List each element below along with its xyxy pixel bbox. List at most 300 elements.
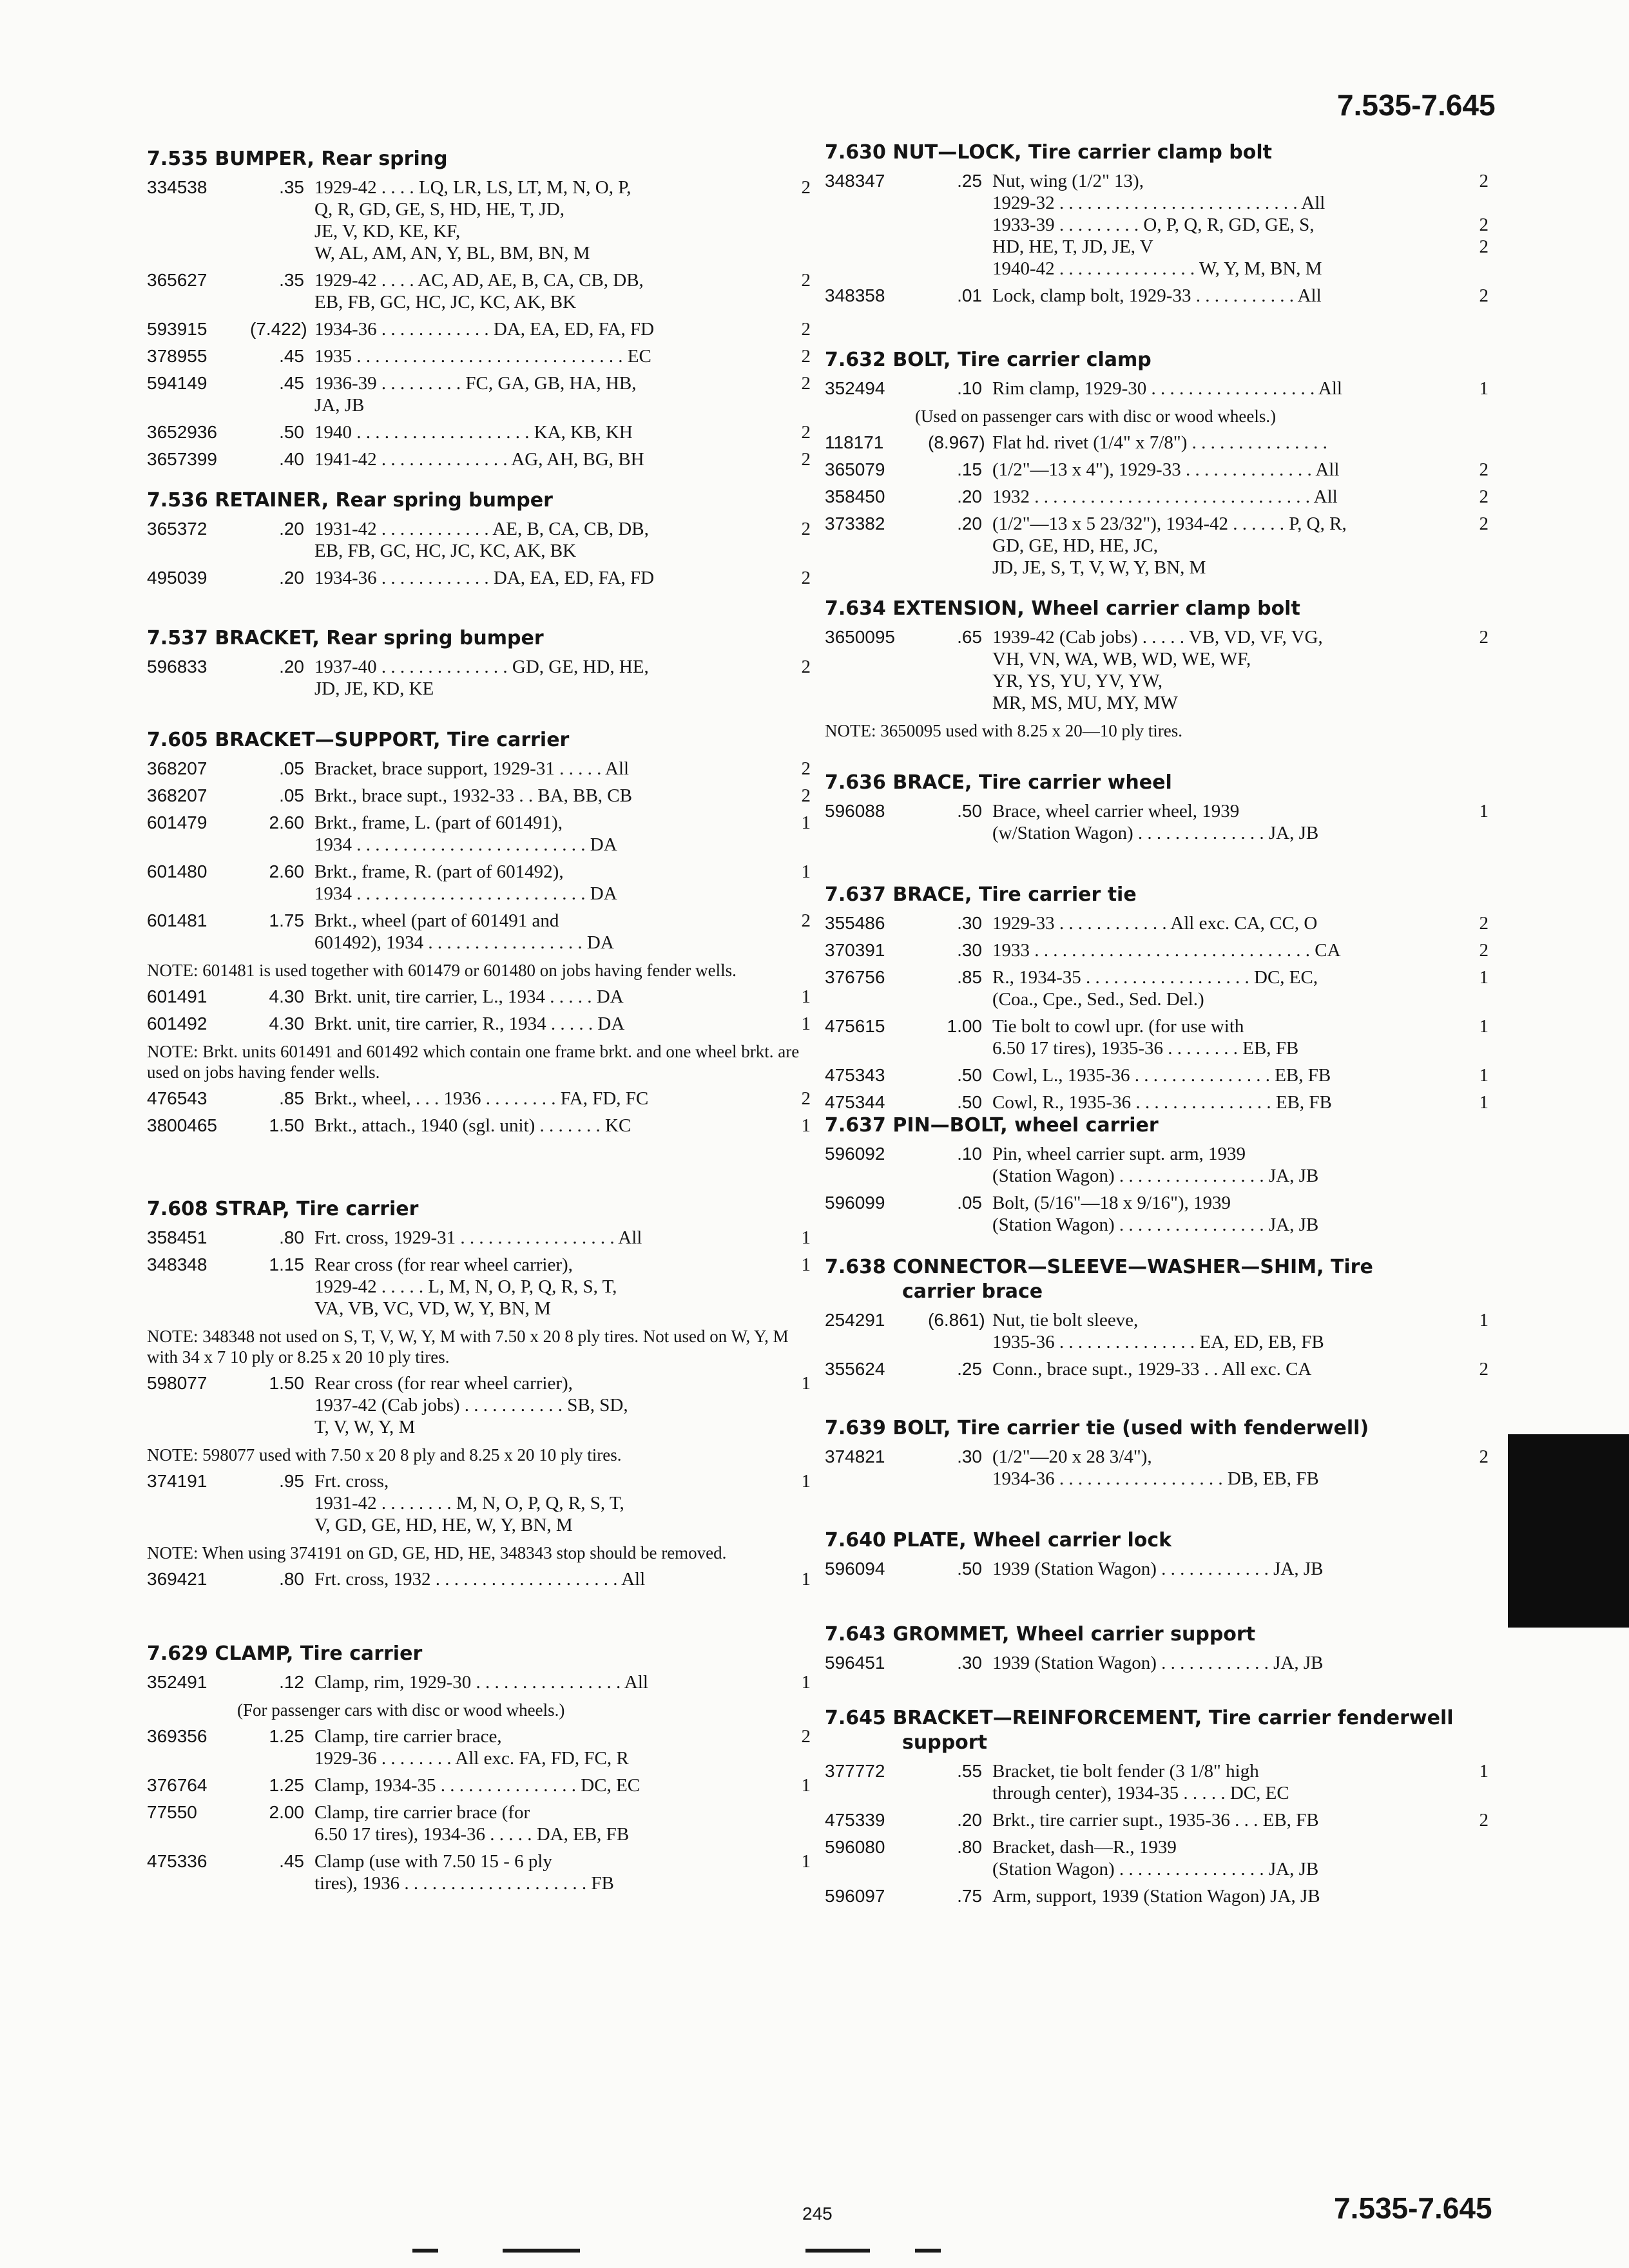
part-row bbox=[147, 861, 811, 905]
part-row bbox=[825, 1652, 1489, 1674]
part-row bbox=[147, 910, 811, 954]
part-number: 352491 bbox=[147, 1672, 207, 1692]
part-number: 596080 bbox=[825, 1837, 885, 1857]
part-number: 377772 bbox=[825, 1761, 885, 1781]
part-price: .01 bbox=[957, 285, 982, 305]
part-row bbox=[147, 1013, 811, 1035]
part-price: .30 bbox=[957, 1653, 982, 1673]
catalog-section bbox=[825, 883, 1489, 1113]
part-description: Clamp, tire carrier brace, 1929-36 . . . . . . . . All exc. FA, FD, FC, R bbox=[314, 1726, 629, 1769]
part-price: .35 bbox=[279, 177, 304, 197]
part-price: .55 bbox=[957, 1761, 982, 1781]
section-title: 7.634 EXTENSION, Wheel carrier clamp bolt bbox=[825, 597, 1300, 620]
part-row bbox=[825, 626, 1489, 714]
part-price: .50 bbox=[279, 422, 304, 442]
part-row bbox=[825, 1143, 1489, 1187]
part-row bbox=[825, 1192, 1489, 1236]
part-number: 352494 bbox=[825, 378, 885, 398]
part-row bbox=[825, 1091, 1489, 1113]
part-description: 1937-40 . . . . . . . . . . . . . . GD, GE, HD, HE, JD, JE, KD, KE bbox=[314, 657, 649, 699]
part-description: Lock, clamp bolt, 1929-33 . . . . . . . . . . . All bbox=[992, 285, 1322, 306]
part-quantity: 2 bbox=[1479, 459, 1489, 480]
part-quantity: 1 bbox=[801, 1227, 811, 1248]
part-row bbox=[147, 1774, 811, 1796]
part-quantity bbox=[1443, 1143, 1489, 1187]
part-price: (6.861) bbox=[928, 1310, 985, 1330]
part-number: 374191 bbox=[147, 1471, 207, 1491]
section-title: 7.608 STRAP, Tire carrier bbox=[147, 1198, 419, 1220]
part-price: .20 bbox=[957, 514, 982, 533]
part-row bbox=[825, 1885, 1489, 1907]
part-number: 475615 bbox=[825, 1016, 885, 1036]
part-price: .25 bbox=[957, 1359, 982, 1379]
page-number: 245 bbox=[802, 2204, 833, 2224]
part-row bbox=[147, 785, 811, 807]
part-quantity: 1 bbox=[1479, 967, 1489, 988]
catalog-section bbox=[147, 1197, 811, 1590]
part-row bbox=[825, 1836, 1489, 1880]
part-quantity: 1 bbox=[801, 812, 811, 833]
part-price: .85 bbox=[279, 1088, 304, 1108]
part-quantity: 2 bbox=[801, 519, 811, 539]
part-row bbox=[147, 1227, 811, 1249]
part-description: 1931-42 . . . . . . . . . . . . AE, B, CA, CB, DB, EB, FB, GC, HC, JC, KC, AK, BK bbox=[314, 519, 649, 561]
part-description: Cowl, R., 1935-36 . . . . . . . . . . . . . . . EB, FB bbox=[992, 1092, 1332, 1113]
part-number: 369421 bbox=[147, 1569, 207, 1589]
part-number: 601491 bbox=[147, 986, 207, 1006]
part-price: .25 bbox=[957, 171, 982, 191]
part-price: .20 bbox=[957, 1810, 982, 1830]
part-row bbox=[147, 345, 811, 367]
part-quantity: 2 2 2 bbox=[1479, 171, 1489, 257]
part-quantity: 2 bbox=[801, 319, 811, 340]
part-quantity: 1 bbox=[1479, 1016, 1489, 1037]
section-title: 7.536 RETAINER, Rear spring bumper bbox=[147, 489, 553, 512]
part-row bbox=[147, 518, 811, 562]
part-number: 348347 bbox=[825, 171, 885, 191]
part-quantity: 1 bbox=[801, 1115, 811, 1136]
part-price: .65 bbox=[957, 627, 982, 647]
part-quantity: 1 bbox=[801, 1254, 811, 1275]
part-number: 475339 bbox=[825, 1810, 885, 1830]
part-description: Brkt. unit, tire carrier, R., 1934 . . . . . DA bbox=[314, 1014, 625, 1034]
part-description: 1934-36 . . . . . . . . . . . . DA, EA, ED, FA, FD bbox=[314, 568, 655, 588]
part-row bbox=[825, 1446, 1489, 1490]
scan-artifact bbox=[805, 2249, 870, 2253]
part-description: Cowl, L., 1935-36 . . . . . . . . . . . . . . . EB, FB bbox=[992, 1065, 1331, 1086]
part-price: 1.15 bbox=[269, 1254, 304, 1274]
section-note: NOTE: 601481 is used together with 601479 or 601480 on jobs having fender wells. bbox=[147, 961, 737, 980]
part-quantity: 2 bbox=[801, 1726, 811, 1747]
part-row bbox=[147, 812, 811, 856]
part-quantity: 2 bbox=[801, 1088, 811, 1109]
part-number: 348348 bbox=[147, 1254, 207, 1274]
part-row bbox=[825, 800, 1489, 844]
part-row bbox=[147, 421, 811, 443]
catalog-section bbox=[825, 1622, 1489, 1674]
part-row bbox=[825, 966, 1489, 1010]
part-price: .45 bbox=[279, 1851, 304, 1871]
part-number: 596099 bbox=[825, 1193, 885, 1213]
part-quantity bbox=[1443, 1192, 1489, 1236]
part-number: 495039 bbox=[147, 568, 207, 588]
part-row bbox=[825, 1809, 1489, 1831]
part-description: Frt. cross, 1931-42 . . . . . . . . M, N, O, P, Q, R, S, T, V, GD, GE, HD, HE, W, Y, BN, M bbox=[314, 1471, 624, 1535]
part-price: .50 bbox=[957, 1092, 982, 1112]
part-description: 1933 . . . . . . . . . . . . . . . . . . . . . . . . . . . . . . CA bbox=[992, 940, 1341, 961]
part-description: Brkt., frame, L. (part of 601491), 1934 . . . . . . . . . . . . . . . . . . . . . . . . . DA bbox=[314, 812, 617, 855]
part-number: 254291 bbox=[825, 1310, 885, 1330]
catalog-section bbox=[147, 488, 811, 589]
part-row bbox=[147, 656, 811, 700]
part-row bbox=[147, 1254, 811, 1320]
part-price: .80 bbox=[957, 1837, 982, 1857]
part-quantity: 2 bbox=[801, 568, 811, 588]
part-description: 1940 . . . . . . . . . . . . . . . . . . . KA, KB, KH bbox=[314, 422, 633, 443]
part-number: 348358 bbox=[825, 285, 885, 305]
part-description: Brkt., brace supt., 1932-33 . . BA, BB, CB bbox=[314, 785, 632, 806]
part-price: .50 bbox=[957, 1559, 982, 1579]
part-description: Bracket, dash—R., 1939 (Station Wagon) . . . . . . . . . . . . . . . . JA, JB bbox=[992, 1837, 1319, 1879]
page-footer-code: 7.535-7.645 bbox=[1334, 2191, 1492, 2225]
part-row bbox=[147, 448, 811, 470]
part-description: (1/2"—20 x 28 3/4"), 1934-36 . . . . . . . . . . . . . . . . . . DB, EB, FB bbox=[992, 1446, 1319, 1489]
part-number: 365627 bbox=[147, 270, 207, 290]
part-quantity: 2 bbox=[801, 373, 811, 394]
part-number: 601479 bbox=[147, 812, 207, 832]
section-title: 7.537 BRACKET, Rear spring bumper bbox=[147, 627, 544, 649]
part-number: 596094 bbox=[825, 1559, 885, 1579]
part-description: Brkt., wheel (part of 601491 and 601492), 1934 . . . . . . . . . . . . . . . . . DA bbox=[314, 910, 614, 953]
part-quantity: 1 bbox=[801, 1672, 811, 1693]
part-number: 598077 bbox=[147, 1373, 207, 1393]
part-quantity: 1 bbox=[801, 1373, 811, 1394]
part-description: Bracket, brace support, 1929-31 . . . . . All bbox=[314, 758, 630, 779]
part-number: 3800465 bbox=[147, 1115, 218, 1135]
part-description: Clamp, rim, 1929-30 . . . . . . . . . . . . . . . . All bbox=[314, 1672, 648, 1693]
section-note: NOTE: When using 374191 on GD, GE, HD, HE, 348343 stop should be removed. bbox=[147, 1543, 727, 1562]
part-number: 370391 bbox=[825, 940, 885, 960]
part-number: 475343 bbox=[825, 1065, 885, 1085]
section-note: NOTE: 3650095 used with 8.25 x 20—10 ply tires. bbox=[825, 721, 1182, 740]
part-row bbox=[825, 170, 1489, 280]
part-row bbox=[825, 285, 1489, 307]
part-number: 373382 bbox=[825, 514, 885, 533]
part-price: .20 bbox=[279, 568, 304, 588]
part-number: 601492 bbox=[147, 1014, 207, 1033]
part-number: 596092 bbox=[825, 1144, 885, 1164]
part-number: 374821 bbox=[825, 1446, 885, 1466]
part-number: 365372 bbox=[147, 519, 207, 539]
part-price: .30 bbox=[957, 940, 982, 960]
part-quantity: 1 bbox=[1479, 801, 1489, 822]
part-number: 376764 bbox=[147, 1775, 207, 1795]
part-description: 1939 (Station Wagon) . . . . . . . . . . . . JA, JB bbox=[992, 1559, 1324, 1579]
part-description: Bolt, (5/16"—18 x 9/16"), 1939 (Station Wagon) . . . . . . . . . . . . . . . . JA, JB bbox=[992, 1193, 1319, 1235]
section-note: (Used on passenger cars with disc or wood wheels.) bbox=[915, 407, 1277, 426]
section-title: 7.645 BRACKET—REINFORCEMENT, Tire carrier fenderwell bbox=[825, 1707, 1454, 1729]
part-row bbox=[825, 459, 1489, 481]
part-price: .20 bbox=[279, 519, 304, 539]
part-quantity: 1 bbox=[801, 861, 811, 882]
part-number: 3650095 bbox=[825, 627, 896, 647]
part-description: (1/2"—13 x 5 23/32"), 1934-42 . . . . . . P, Q, R, GD, GE, HD, HE, JC, JD, JE, S, T, V, W, Y, BN, M bbox=[992, 514, 1347, 578]
part-description: Clamp, tire carrier brace (for 6.50 17 tires), 1934-36 . . . . . DA, EB, FB bbox=[314, 1802, 630, 1845]
part-price: .05 bbox=[279, 758, 304, 778]
part-quantity bbox=[1443, 432, 1489, 454]
part-quantity: 2 bbox=[801, 177, 811, 198]
part-price: .45 bbox=[279, 346, 304, 366]
part-quantity: 1 bbox=[1479, 1761, 1489, 1782]
part-number: 475344 bbox=[825, 1092, 885, 1112]
part-quantity: 2 bbox=[801, 785, 811, 806]
part-description: 1941-42 . . . . . . . . . . . . . . AG, AH, BG, BH bbox=[314, 449, 644, 470]
part-description: R., 1934-35 . . . . . . . . . . . . . . . . . . DC, EC, (Coa., Cpe., Sed., Sed. Del.) bbox=[992, 967, 1318, 1010]
part-quantity: 2 bbox=[801, 422, 811, 443]
part-quantity: 2 bbox=[1479, 486, 1489, 507]
part-description: Brkt., attach., 1940 (sgl. unit) . . . . . . . KC bbox=[314, 1115, 631, 1136]
part-quantity: 1 bbox=[1479, 378, 1489, 399]
part-number: 358451 bbox=[147, 1227, 207, 1247]
part-number: 594149 bbox=[147, 373, 207, 393]
part-price: 1.00 bbox=[947, 1016, 982, 1036]
part-row bbox=[825, 1760, 1489, 1804]
part-price: .85 bbox=[957, 967, 982, 987]
part-description: Brkt., wheel, . . . 1936 . . . . . . . . FA, FD, FC bbox=[314, 1088, 649, 1109]
part-number: 118171 bbox=[825, 432, 884, 452]
section-title: 7.632 BOLT, Tire carrier clamp bbox=[825, 349, 1152, 371]
part-number: 476543 bbox=[147, 1088, 207, 1108]
part-quantity: 2 bbox=[1479, 1810, 1489, 1831]
section-note: NOTE: 598077 used with 7.50 x 20 8 ply and 8.25 x 20 10 ply tires. bbox=[147, 1445, 622, 1465]
part-price: .75 bbox=[957, 1886, 982, 1906]
part-quantity bbox=[1443, 1836, 1489, 1880]
part-price: 4.30 bbox=[269, 1014, 304, 1033]
section-title: 7.643 GROMMET, Wheel carrier support bbox=[825, 1623, 1256, 1646]
part-price: .45 bbox=[279, 373, 304, 393]
part-quantity: 2 bbox=[1479, 1446, 1489, 1467]
part-description: Conn., brace supt., 1929-33 . . All exc. CA bbox=[992, 1359, 1312, 1379]
part-description: Pin, wheel carrier supt. arm, 1939 (Station Wagon) . . . . . . . . . . . . . . . . JA, JB bbox=[992, 1144, 1319, 1186]
catalog-section bbox=[825, 1416, 1489, 1490]
part-row bbox=[147, 372, 811, 416]
part-price: .20 bbox=[279, 657, 304, 677]
part-description: 1929-33 . . . . . . . . . . . . All exc. CA, CC, O bbox=[992, 913, 1318, 934]
section-title-text: carrier brace bbox=[902, 1280, 1043, 1303]
section-note: (For passenger cars with disc or wood wheels.) bbox=[237, 1700, 565, 1720]
part-price: 4.30 bbox=[269, 986, 304, 1006]
part-row bbox=[147, 1802, 811, 1845]
part-quantity: 1 bbox=[1479, 1092, 1489, 1113]
part-row bbox=[147, 1671, 811, 1693]
part-quantity: 1 bbox=[801, 1851, 811, 1872]
part-description: Brace, wheel carrier wheel, 1939 (w/Station Wagon) . . . . . . . . . . . . . . JA, JB bbox=[992, 801, 1319, 843]
part-quantity: 2 bbox=[1479, 627, 1489, 648]
part-number: 368207 bbox=[147, 758, 207, 778]
part-description: 1932 . . . . . . . . . . . . . . . . . . . . . . . . . . . . . . All bbox=[992, 486, 1338, 507]
part-number: 376756 bbox=[825, 967, 885, 987]
part-quantity: 2 bbox=[1479, 1359, 1489, 1379]
part-quantity bbox=[1443, 1885, 1489, 1907]
part-description: 1934-36 . . . . . . . . . . . . DA, EA, ED, FA, FD bbox=[314, 319, 655, 340]
part-description: Rear cross (for rear wheel carrier), 1937-42 (Cab jobs) . . . . . . . . . . . SB, SD, T, V, W, Y, M bbox=[314, 1373, 628, 1437]
scan-artifact bbox=[503, 2249, 580, 2253]
section-title-cont bbox=[825, 1731, 1489, 1755]
part-row bbox=[825, 432, 1489, 454]
part-row bbox=[147, 269, 811, 313]
part-number: 77550 bbox=[147, 1802, 197, 1822]
part-description: Frt. cross, 1932 . . . . . . . . . . . . . . . . . . . . All bbox=[314, 1569, 646, 1590]
part-quantity: 1 bbox=[801, 986, 811, 1007]
part-description: Brkt. unit, tire carrier, L., 1934 . . . . . DA bbox=[314, 986, 624, 1007]
part-row bbox=[147, 1725, 811, 1769]
section-title: 7.640 PLATE, Wheel carrier lock bbox=[825, 1529, 1172, 1552]
scan-artifact bbox=[412, 2249, 438, 2253]
part-description: Bracket, tie bolt fender (3 1/8" high through center), 1934-35 . . . . . DC, EC bbox=[992, 1761, 1289, 1803]
part-row bbox=[147, 758, 811, 780]
part-quantity: 1 bbox=[1479, 1065, 1489, 1086]
part-quantity: 2 bbox=[801, 758, 811, 779]
catalog-section bbox=[825, 1528, 1489, 1580]
part-quantity: 2 bbox=[1479, 913, 1489, 934]
catalog-section bbox=[147, 147, 811, 470]
part-row bbox=[147, 1568, 811, 1590]
scan-artifact bbox=[915, 2249, 941, 2253]
part-description: Clamp (use with 7.50 15 - 6 ply tires), 1936 . . . . . . . . . . . . . . . . . . . . FB bbox=[314, 1851, 614, 1894]
part-description: 1939 (Station Wagon) . . . . . . . . . . . . JA, JB bbox=[992, 1653, 1324, 1673]
part-description: 1929-42 . . . . AC, AD, AE, B, CA, CB, DB, EB, FB, GC, HC, JC, KC, AK, BK bbox=[314, 270, 644, 312]
part-price: .35 bbox=[279, 270, 304, 290]
part-price: .80 bbox=[279, 1227, 304, 1247]
part-price: .05 bbox=[957, 1193, 982, 1213]
catalog-section bbox=[147, 728, 811, 1137]
section-note: NOTE: Brkt. units 601491 and 601492 which contain one frame brkt. and one wheel brkt. are used on jobs having fender wells. bbox=[147, 1042, 800, 1082]
part-row bbox=[147, 1470, 811, 1536]
part-number: 596451 bbox=[825, 1653, 885, 1673]
catalog-section bbox=[825, 1113, 1489, 1236]
part-price: 1.50 bbox=[269, 1373, 304, 1393]
section-title: 7.637 BRACE, Tire carrier tie bbox=[825, 883, 1137, 906]
part-description: Tie bolt to cowl upr. (for use with 6.50 17 tires), 1935-36 . . . . . . . . EB, FB bbox=[992, 1016, 1299, 1059]
section-note: NOTE: 348348 not used on S, T, V, W, Y, M with 7.50 x 20 8 ply tires. Not used on W, Y, M with 34 x 7 10 ply or 8.25 x 20 10 ply tires. bbox=[147, 1327, 789, 1367]
part-description: 1935 . . . . . . . . . . . . . . . . . . . . . . . . . . . . . EC bbox=[314, 346, 651, 367]
part-row bbox=[147, 1088, 811, 1110]
part-row bbox=[825, 378, 1489, 399]
part-number: 358450 bbox=[825, 486, 885, 506]
part-row bbox=[825, 1358, 1489, 1380]
section-title: 7.637 PIN—BOLT, wheel carrier bbox=[825, 1114, 1159, 1137]
part-row bbox=[825, 1309, 1489, 1353]
part-quantity: 2 bbox=[801, 910, 811, 931]
catalog-section bbox=[825, 348, 1489, 579]
part-number: 593915 bbox=[147, 319, 207, 339]
part-price: (8.967) bbox=[928, 432, 985, 452]
part-price: 2.60 bbox=[269, 812, 304, 832]
part-row bbox=[825, 513, 1489, 579]
part-description: (1/2"—13 x 4"), 1929-33 . . . . . . . . . . . . . . All bbox=[992, 459, 1340, 480]
part-price: 1.75 bbox=[269, 910, 304, 930]
part-price: .50 bbox=[957, 801, 982, 821]
section-title: 7.535 BUMPER, Rear spring bbox=[147, 148, 448, 170]
part-number: 475336 bbox=[147, 1851, 207, 1871]
part-number: 334538 bbox=[147, 177, 207, 197]
part-quantity bbox=[1443, 1652, 1489, 1674]
part-row bbox=[147, 177, 811, 264]
part-quantity: 1 bbox=[801, 1775, 811, 1796]
section-title-text: support bbox=[902, 1731, 987, 1754]
part-row bbox=[147, 1372, 811, 1438]
section-title: 7.638 CONNECTOR—SLEEVE—WASHER—SHIM, Tire bbox=[825, 1256, 1373, 1278]
catalog-section bbox=[825, 1255, 1489, 1380]
part-number: 369356 bbox=[147, 1726, 207, 1746]
part-price: (7.422) bbox=[250, 319, 307, 339]
catalog-section bbox=[825, 140, 1489, 307]
part-description: Brkt., frame, R. (part of 601492), 1934 . . . . . . . . . . . . . . . . . . . . . . . . . DA bbox=[314, 861, 617, 904]
part-number: 355486 bbox=[825, 913, 885, 933]
part-description: Brkt., tire carrier supt., 1935-36 . . . EB, FB bbox=[992, 1810, 1319, 1831]
part-price: 1.25 bbox=[269, 1726, 304, 1746]
part-row bbox=[825, 939, 1489, 961]
part-number: 3652936 bbox=[147, 422, 218, 442]
section-title: 7.630 NUT—LOCK, Tire carrier clamp bolt bbox=[825, 141, 1272, 164]
part-description: 1929-42 . . . . LQ, LR, LS, LT, M, N, O, P, Q, R, GD, GE, S, HD, HE, T, JD, JE, V, KD, KE, KF, W, AL, AM, AN, Y, BL, BM, BN, M bbox=[314, 177, 631, 264]
part-quantity: 1 bbox=[801, 1569, 811, 1590]
part-price: 1.25 bbox=[269, 1775, 304, 1795]
page-header-code: 7.535-7.645 bbox=[1337, 88, 1496, 122]
part-quantity bbox=[1443, 1558, 1489, 1580]
part-description: Arm, support, 1939 (Station Wagon) JA, JB bbox=[992, 1886, 1320, 1907]
part-row bbox=[825, 1015, 1489, 1059]
part-number: 365079 bbox=[825, 459, 885, 479]
catalog-section bbox=[825, 597, 1489, 741]
part-quantity bbox=[766, 1802, 811, 1845]
part-price: 2.60 bbox=[269, 861, 304, 881]
part-price: .30 bbox=[957, 1446, 982, 1466]
part-description: 1939-42 (Cab jobs) . . . . . VB, VD, VF, VG, VH, VN, WA, WB, WD, WE, WF, YR, YS, YU, YV, YW, MR, MS, MU, MY, MW bbox=[992, 627, 1323, 713]
part-quantity: 2 bbox=[1479, 514, 1489, 534]
part-price: .40 bbox=[279, 449, 304, 469]
part-price: .12 bbox=[279, 1672, 304, 1692]
part-number: 596088 bbox=[825, 801, 885, 821]
section-title: 7.605 BRACKET—SUPPORT, Tire carrier bbox=[147, 729, 570, 751]
part-quantity: 1 bbox=[1479, 1310, 1489, 1331]
part-price: 2.00 bbox=[269, 1802, 304, 1822]
catalog-section bbox=[147, 1642, 811, 1894]
part-row bbox=[147, 986, 811, 1008]
part-row bbox=[825, 1558, 1489, 1580]
part-number: 596097 bbox=[825, 1886, 885, 1906]
part-number: 601481 bbox=[147, 910, 207, 930]
part-description: Frt. cross, 1929-31 . . . . . . . . . . . . . . . . . All bbox=[314, 1227, 642, 1248]
section-title: 7.639 BOLT, Tire carrier tie (used with fenderwell) bbox=[825, 1417, 1369, 1439]
part-description: Nut, wing (1/2" 13), 1929-32 . . . . . . . . . . . . . . . . . . . . . . . . . . All 1933-39 . . . . . . . . . O, P, Q, R, GD, GE, S, HD, HE, T, JD, JE, V 1940-42 . . . . . . . . . . . . . . . W, Y, M, BN, M bbox=[992, 171, 1325, 279]
part-description: Nut, tie bolt sleeve, 1935-36 . . . . . . . . . . . . . . . EA, ED, EB, FB bbox=[992, 1310, 1324, 1352]
part-row bbox=[825, 1064, 1489, 1086]
part-number: 368207 bbox=[147, 785, 207, 805]
part-description: Flat hd. rivet (1/4" x 7/8") . . . . . . . . . . . . . . . bbox=[992, 432, 1327, 453]
part-quantity: 2 bbox=[1479, 285, 1489, 306]
part-price: .05 bbox=[279, 785, 304, 805]
part-price: 1.50 bbox=[269, 1115, 304, 1135]
part-price: .15 bbox=[957, 459, 982, 479]
part-description: Rim clamp, 1929-30 . . . . . . . . . . . . . . . . . . All bbox=[992, 378, 1342, 399]
catalog-section bbox=[825, 771, 1489, 844]
catalog-section bbox=[147, 626, 811, 700]
section-title-cont bbox=[825, 1280, 1489, 1304]
part-price: .10 bbox=[957, 378, 982, 398]
part-number: 596833 bbox=[147, 657, 207, 677]
part-description: Clamp, 1934-35 . . . . . . . . . . . . . . . DC, EC bbox=[314, 1775, 641, 1796]
